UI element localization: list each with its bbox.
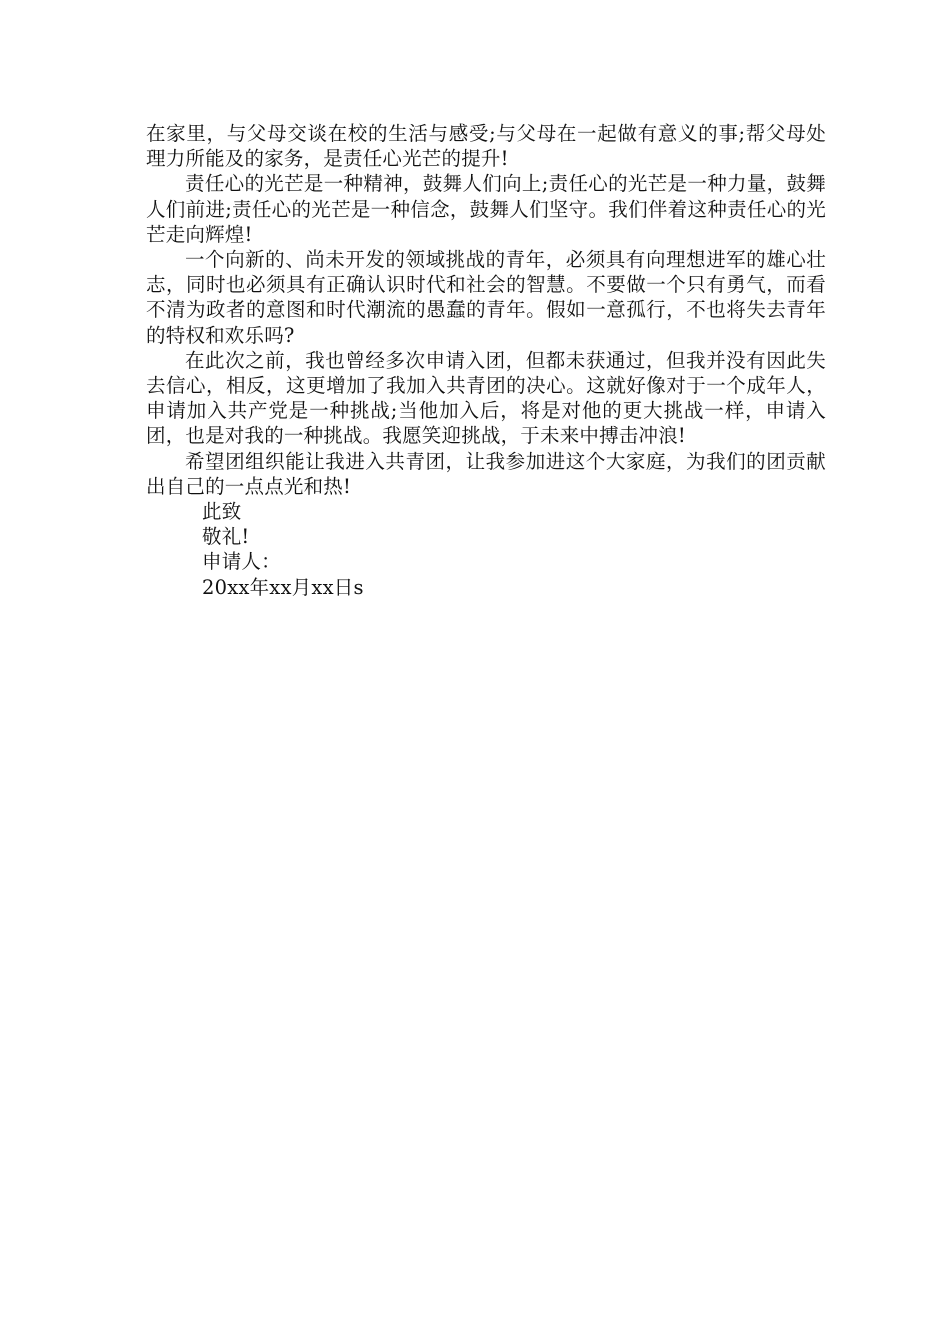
applicant-label: 申请人： (202, 550, 281, 574)
paragraph-hope: 希望团组织能让我进入共青团，让我参加进这个大家庭，为我们的团贡献出自己的一点点光和热! (146, 449, 826, 498)
closing-salutation: 此致 (202, 500, 242, 524)
paragraph-youth-challenge: 一个向新的、尚未开发的领域挑战的青年，必须具有向理想进军的雄心壮志，同时也必须具有正确认识时代和社会的智慧。不要做一个只有勇气，而看不清为政者的意图和时代潮流的愚蠢的青年。假如一意孤行，不也将失去青年的特权和欢乐吗? (146, 248, 826, 347)
document-body (146, 121, 826, 600)
paragraph-responsibility-light: 责任心的光芒是一种精神，鼓舞人们向上;责任心的光芒是一种力量，鼓舞人们前进;责任心的光芒是一种信念，鼓舞人们坚守。我们伴着这种责任心的光芒走向辉煌! (146, 172, 826, 246)
closing-respect: 敬礼! (202, 525, 250, 549)
paragraph-family-duty: 在家里，与父母交谈在校的生活与感受;与父母在一起做有意义的事;帮父母处理力所能及的家务，是责任心光芒的提升! (146, 122, 826, 171)
paragraph-application-history: 在此次之前，我也曾经多次申请入团，但都未获通过，但我并没有因此失去信心，相反，这更增加了我加入共青团的决心。这就好像对于一个成年人，申请加入共产党是一种挑战;当他加入后，将是对他的更大挑战一样，申请入团，也是对我的一种挑战。我愿笑迎挑战，于未来中搏击冲浪! (146, 348, 826, 448)
date-line: 20xx年xx月xx日s (202, 575, 364, 599)
